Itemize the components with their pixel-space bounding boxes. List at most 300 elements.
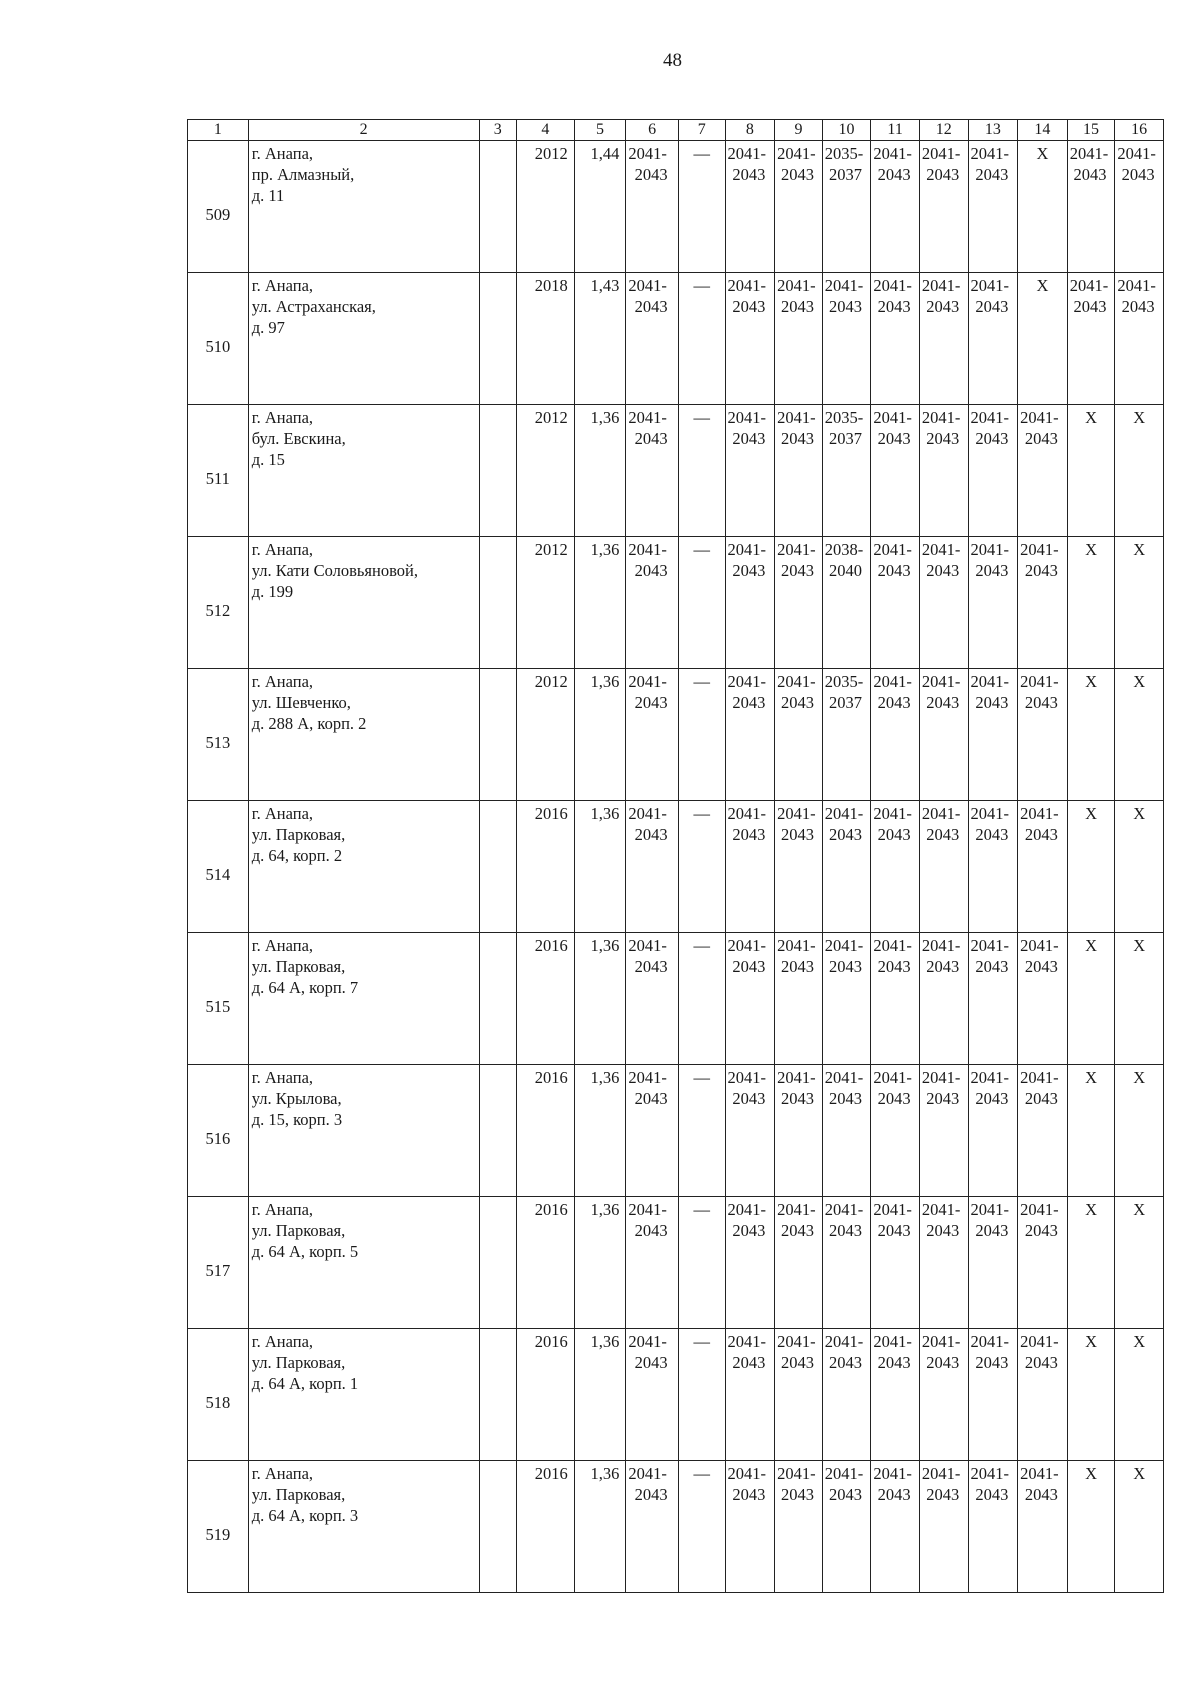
period-cell [919,1461,968,1593]
year-built-cell: 2018 [517,273,575,405]
not-applicable-cell: Х [1115,405,1164,537]
period-start: 2041- [873,408,912,427]
period-cell [725,1065,775,1197]
address-line: д. 97 [251,318,285,337]
column-header: 6 [626,120,679,141]
period-end: 2043 [732,1485,766,1504]
period-cell [871,933,920,1065]
period-start: 2041- [777,540,816,559]
period-cell [626,1461,679,1593]
period-cell [775,273,823,405]
period-start: 2041- [873,276,912,295]
col7-cell: — [678,669,725,801]
period-end: 2043 [780,1353,814,1372]
period-end: 2043 [829,1485,863,1504]
period-start: 2041- [970,144,1010,163]
period-end: 2043 [926,1089,960,1108]
period-end: 2043 [926,1221,960,1240]
rate-cell: 1,44 [574,141,626,273]
table-row [188,273,1164,405]
period-start: 2041- [628,936,667,955]
address-line: г. Анапа, [251,1464,314,1483]
col3-cell [479,537,516,669]
not-applicable-cell: Х [1115,1461,1164,1593]
period-start: 2041- [824,936,864,955]
period-start: 2041- [777,276,816,295]
period-start: 2041- [873,804,912,823]
year-built-cell: 2016 [517,1197,575,1329]
period-end: 2043 [780,1089,814,1108]
period-end: 2037 [829,165,863,184]
period-end: 2043 [732,693,766,712]
period-start: 2041- [970,408,1010,427]
address-line: ул. Парковая, [251,1221,346,1240]
period-cell [968,1065,1018,1197]
period-end: 2043 [926,429,960,448]
address-cell [248,141,479,273]
period-start: 2041- [921,1464,961,1483]
period-end: 2043 [975,561,1009,580]
not-applicable-cell: Х [1115,1329,1164,1461]
year-built-cell: 2012 [517,405,575,537]
period-cell [1018,1065,1068,1197]
period-end: 2043 [975,1089,1009,1108]
period-start: 2041- [628,804,667,823]
period-start: 2041- [777,1200,816,1219]
period-cell [871,537,920,669]
address-line: г. Анапа, [251,672,314,691]
address-line: ул. Астраханская, [251,297,376,316]
period-start: 2041- [873,1464,912,1483]
period-start: 2041- [873,1200,912,1219]
period-end: 2043 [926,561,960,580]
period-cell [775,1197,823,1329]
col3-cell [479,1065,516,1197]
not-applicable-cell: Х [1115,933,1164,1065]
address-line: ул. Шевченко, [251,693,351,712]
period-cell [626,405,679,537]
period-end: 2043 [829,297,863,316]
period-cell [725,801,775,933]
row-number: 515 [205,996,231,1016]
period-start: 2041- [727,804,767,823]
period-cell [1018,1329,1068,1461]
not-applicable-cell: Х [1115,537,1164,669]
period-start: 2041- [727,276,767,295]
period-start: 2041- [1020,408,1059,427]
period-end: 2043 [634,957,668,976]
row-number-cell [188,1065,249,1197]
period-cell [919,537,968,669]
period-cell [919,669,968,801]
rate-cell: 1,36 [574,801,626,933]
address-cell [248,933,479,1065]
table-row [188,141,1164,273]
period-cell [919,405,968,537]
not-applicable-cell: Х [1018,273,1068,405]
period-end: 2043 [780,165,814,184]
page-number: 48 [663,50,682,71]
not-applicable-cell: Х [1067,1461,1115,1593]
period-cell [968,273,1018,405]
period-end: 2043 [1121,297,1155,316]
period-cell [822,273,871,405]
period-cell [1018,801,1068,933]
not-applicable-cell: Х [1115,1197,1164,1329]
not-applicable-cell: Х [1115,1065,1164,1197]
period-cell [626,801,679,933]
not-applicable-cell: Х [1067,801,1115,933]
table-row [188,669,1164,801]
period-end: 2043 [877,693,911,712]
col3-cell [479,801,516,933]
period-end: 2043 [780,1485,814,1504]
col3-cell [479,1329,516,1461]
period-start: 2041- [921,276,961,295]
period-start: 2041- [970,540,1010,559]
period-start: 2041- [824,1332,864,1351]
period-cell [822,933,871,1065]
period-end: 2043 [877,1485,911,1504]
period-end: 2043 [975,1353,1009,1372]
period-start: 2041- [777,1464,816,1483]
period-cell [968,141,1018,273]
period-end: 2043 [877,297,911,316]
period-cell [626,1329,679,1461]
period-start: 2041- [1020,936,1059,955]
period-end: 2043 [1024,825,1058,844]
period-start: 2041- [921,672,961,691]
address-cell [248,405,479,537]
col7-cell: — [678,273,725,405]
row-number-cell [188,669,249,801]
period-cell [822,801,871,933]
period-cell [822,1461,871,1593]
period-start: 2041- [727,1068,767,1087]
period-start: 2041- [777,408,816,427]
col3-cell [479,405,516,537]
rate-cell: 1,36 [574,1197,626,1329]
col3-cell [479,1197,516,1329]
period-start: 2041- [873,540,912,559]
period-end: 2043 [1024,429,1058,448]
year-built-cell: 2012 [517,537,575,669]
rate-cell: 1,36 [574,1329,626,1461]
period-cell [626,669,679,801]
period-end: 2043 [926,693,960,712]
period-end: 2043 [877,561,911,580]
period-cell [871,1329,920,1461]
period-end: 2043 [1073,297,1107,316]
row-number-cell [188,1197,249,1329]
period-start: 2041- [628,672,667,691]
period-end: 2043 [634,165,668,184]
period-cell [822,141,871,273]
period-end: 2043 [780,429,814,448]
period-start: 2041- [727,1464,767,1483]
period-cell [919,1197,968,1329]
period-start: 2041- [1020,672,1059,691]
period-end: 2043 [634,1089,668,1108]
period-start: 2041- [921,1200,961,1219]
address-line: г. Анапа, [251,276,314,295]
period-start: 2041- [628,144,667,163]
period-start: 2041- [1020,804,1059,823]
period-cell [919,141,968,273]
col3-cell [479,141,516,273]
column-header: 13 [968,120,1018,141]
period-start: 2041- [1069,144,1109,163]
period-cell [725,405,775,537]
period-cell [775,1461,823,1593]
period-start: 2041- [727,672,767,691]
period-start: 2041- [1117,276,1156,295]
period-end: 2043 [975,1485,1009,1504]
period-start: 2041- [777,1068,816,1087]
address-cell [248,669,479,801]
period-cell [626,141,679,273]
not-applicable-cell: Х [1067,669,1115,801]
period-end: 2043 [634,1221,668,1240]
period-start: 2038- [824,540,864,559]
period-start: 2041- [970,1068,1010,1087]
period-cell [775,405,823,537]
period-cell [1018,1461,1068,1593]
period-start: 2041- [628,540,667,559]
period-start: 2035- [824,672,864,691]
period-start: 2041- [824,1464,864,1483]
column-header: 12 [919,120,968,141]
address-cell [248,1461,479,1593]
period-cell [968,801,1018,933]
period-end: 2043 [780,693,814,712]
period-cell [919,273,968,405]
period-cell [919,801,968,933]
address-line: д. 64 А, корп. 5 [251,1242,359,1261]
period-start: 2041- [628,1200,667,1219]
period-end: 2040 [829,561,863,580]
year-built-cell: 2016 [517,933,575,1065]
period-end: 2043 [732,825,766,844]
row-number-cell [188,141,249,273]
period-cell [775,669,823,801]
period-start: 2035- [824,144,864,163]
period-cell [871,1461,920,1593]
column-header: 11 [871,120,920,141]
period-start: 2041- [970,804,1010,823]
period-start: 2041- [1020,1464,1059,1483]
address-line: г. Анапа, [251,408,314,427]
period-start: 2041- [727,1332,767,1351]
period-cell [775,1065,823,1197]
table-row [188,405,1164,537]
column-header: 8 [725,120,775,141]
row-number: 509 [205,204,231,224]
row-number-cell [188,801,249,933]
period-cell [626,1065,679,1197]
period-start: 2041- [727,408,767,427]
period-cell [919,1065,968,1197]
period-cell [775,1329,823,1461]
column-header: 4 [517,120,575,141]
row-number: 514 [205,864,231,884]
row-number: 510 [205,336,231,356]
period-start: 2041- [921,1068,961,1087]
address-cell [248,801,479,933]
period-cell [822,1197,871,1329]
table-row [188,1461,1164,1593]
row-number-cell [188,405,249,537]
period-cell [871,1197,920,1329]
row-number: 518 [205,1392,231,1412]
period-start: 2041- [1020,1332,1059,1351]
period-end: 2043 [780,297,814,316]
address-line: г. Анапа, [251,1332,314,1351]
table-row [188,933,1164,1065]
address-line: д. 199 [251,582,294,601]
rate-cell: 1,36 [574,537,626,669]
period-start: 2041- [824,1200,864,1219]
period-end: 2043 [732,297,766,316]
period-end: 2043 [634,429,668,448]
period-start: 2041- [777,672,816,691]
period-cell [871,273,920,405]
row-number-cell [188,1329,249,1461]
row-number: 517 [205,1260,231,1280]
period-end: 2043 [926,297,960,316]
period-end: 2043 [634,1485,668,1504]
period-end: 2043 [926,165,960,184]
period-start: 2041- [970,1464,1010,1483]
address-line: ул. Парковая, [251,1485,346,1504]
period-cell [822,537,871,669]
period-cell [822,1329,871,1461]
period-cell [775,141,823,273]
period-start: 2041- [873,1068,912,1087]
period-end: 2043 [732,1221,766,1240]
period-cell [1018,537,1068,669]
period-end: 2043 [975,165,1009,184]
address-line: пр. Алмазный, [251,165,355,184]
not-applicable-cell: Х [1067,1197,1115,1329]
not-applicable-cell: Х [1115,801,1164,933]
period-end: 2043 [1024,1485,1058,1504]
period-cell [626,273,679,405]
period-end: 2043 [877,825,911,844]
period-end: 2043 [732,561,766,580]
period-end: 2043 [926,825,960,844]
column-header: 5 [574,120,626,141]
period-end: 2043 [877,957,911,976]
period-end: 2043 [780,561,814,580]
period-cell [725,537,775,669]
period-cell [822,1065,871,1197]
period-cell [725,669,775,801]
period-cell [1067,141,1115,273]
period-end: 2043 [780,825,814,844]
rate-cell: 1,36 [574,1461,626,1593]
period-end: 2043 [975,1221,1009,1240]
period-cell [775,537,823,669]
row-number: 519 [205,1524,231,1544]
table-row [188,1065,1164,1197]
period-end: 2043 [829,1089,863,1108]
period-cell [725,1329,775,1461]
period-cell [871,801,920,933]
not-applicable-cell: Х [1018,141,1068,273]
address-line: д. 288 А, корп. 2 [251,714,367,733]
address-line: д. 64 А, корп. 7 [251,978,359,997]
row-number-cell [188,1461,249,1593]
period-end: 2043 [877,1089,911,1108]
period-end: 2043 [1024,1221,1058,1240]
table-row [188,1197,1164,1329]
period-end: 2043 [975,693,1009,712]
period-start: 2041- [1020,540,1059,559]
rate-cell: 1,36 [574,669,626,801]
address-line: д. 64 А, корп. 3 [251,1506,359,1525]
address-line: д. 64, корп. 2 [251,846,343,865]
col7-cell: — [678,1461,725,1593]
period-end: 2043 [975,297,1009,316]
period-end: 2037 [829,693,863,712]
period-start: 2041- [727,1200,767,1219]
row-number: 516 [205,1128,231,1148]
period-start: 2041- [777,144,816,163]
address-line: г. Анапа, [251,1200,314,1219]
period-cell [725,1461,775,1593]
col3-cell [479,669,516,801]
not-applicable-cell: Х [1067,537,1115,669]
period-cell [725,933,775,1065]
address-line: г. Анапа, [251,1068,314,1087]
period-end: 2043 [877,1353,911,1372]
year-built-cell: 2016 [517,801,575,933]
period-start: 2041- [628,276,667,295]
period-start: 2035- [824,408,864,427]
period-end: 2043 [975,957,1009,976]
period-end: 2043 [634,1353,668,1372]
row-number: 511 [205,468,230,488]
period-cell [725,141,775,273]
column-header: 3 [479,120,516,141]
col7-cell: — [678,537,725,669]
period-cell [725,273,775,405]
period-end: 2043 [1073,165,1107,184]
column-header: 14 [1018,120,1068,141]
period-start: 2041- [628,1068,667,1087]
period-end: 2043 [732,1353,766,1372]
period-cell [968,933,1018,1065]
period-start: 2041- [970,1332,1010,1351]
address-line: д. 15, корп. 3 [251,1110,343,1129]
address-line: г. Анапа, [251,804,314,823]
period-end: 2043 [829,1353,863,1372]
address-line: ул. Парковая, [251,957,346,976]
period-end: 2043 [926,1485,960,1504]
period-start: 2041- [628,408,667,427]
period-start: 2041- [824,804,864,823]
period-start: 2041- [921,936,961,955]
period-cell [968,1197,1018,1329]
period-end: 2043 [732,165,766,184]
period-cell [822,405,871,537]
address-cell [248,1197,479,1329]
period-cell [871,669,920,801]
address-line: ул. Парковая, [251,1353,346,1372]
period-start: 2041- [824,1068,864,1087]
period-end: 2043 [829,825,863,844]
